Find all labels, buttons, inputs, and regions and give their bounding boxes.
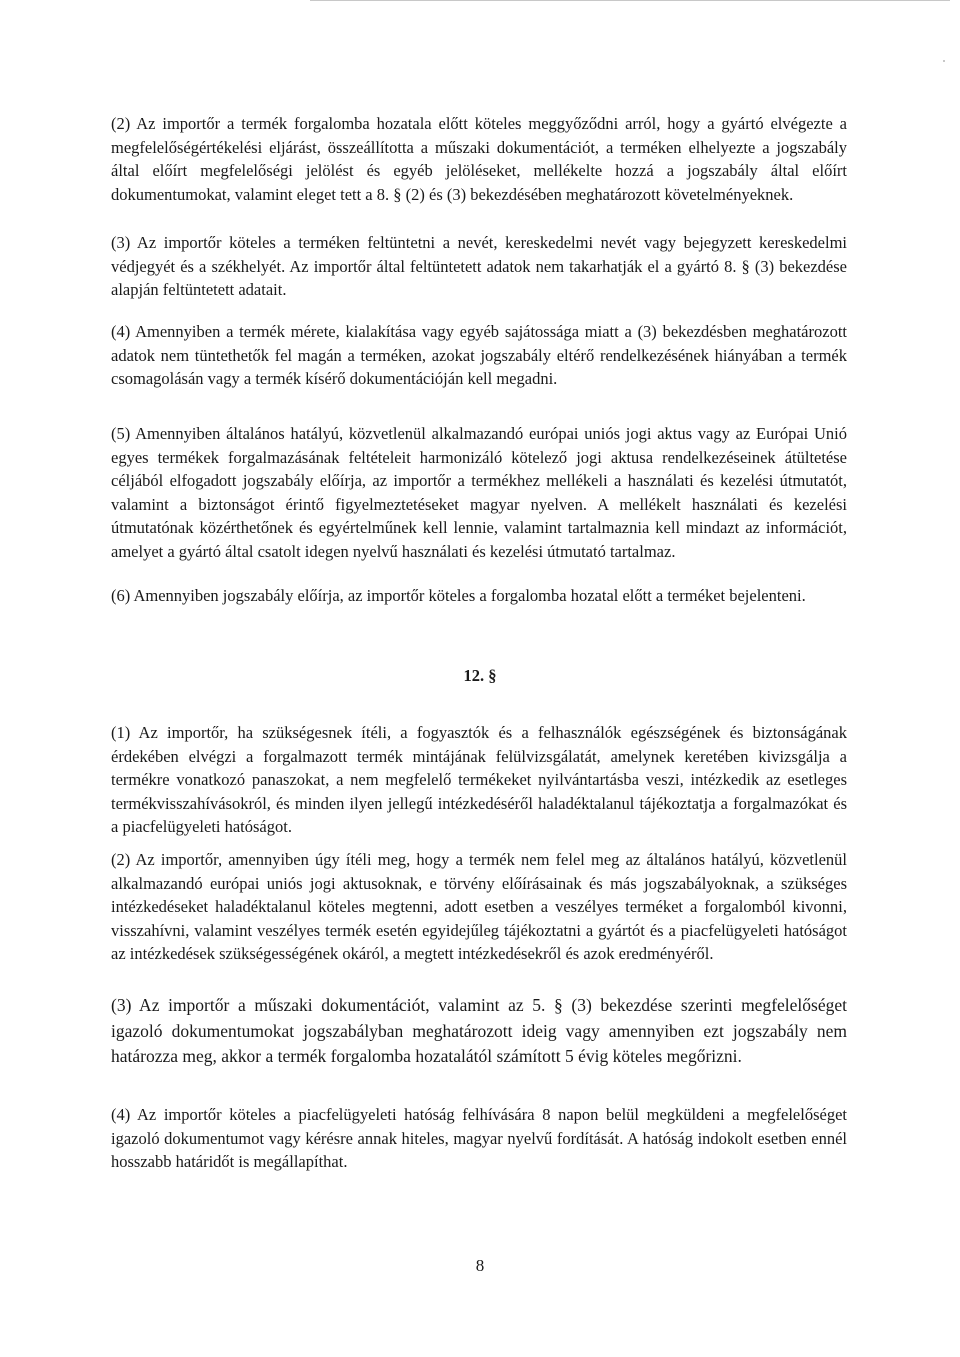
paragraph-11-2: (2) Az importőr a termék forgalomba hozatala előtt köteles meggyőződni arról, hogy a gyártó elvégezte a megfelelőségértékelési eljárást, összeállította a műszaki dokumentációt, a terméken elhelyezte a jogszabály által előírt megfelelőségi jelölést és egyéb jelöléseket, mellékelte hozzá a jogszabály által előírt dokumentumokat, valamint eleget tett a 8. § (2) és (3) bekezdésében meghatározott követelményeknek. [111,114,847,204]
paragraph-11-4: (4) Amennyiben a termék mérete, kialakítása vagy egyéb sajátossága miatt a (3) bekezdésben meghatározott adatok nem tüntethetők fel magán a terméken, azokat jogszabály eltérő rendelkezésének hiányában a termék csomagolásán vagy a termék kísérő dokumentációján kell megadni. [111,322,847,389]
paragraph-12-3: (3) Az importőr a műszaki dokumentációt, valamint az 5. § (3) bekezdése szerinti megfelelőséget igazoló dokumentumokat jogszabályban meghatározott ideig vagy amennyiben ezt jogszabály nem határozza meg, akkor a termék forgalomba hozatalától számított 5 évig köteles megőrizni. [111,995,847,1066]
paragraph-12-1: (1) Az importőr, ha szükségesnek ítéli, a fogyasztók és a felhasználók egészségének és biztonságának érdekében elvégzi a forgalmazott termék mintájának felülvizsgálatát, amelynek keretében kivizsgálja a termékre vonatkozó panaszokat, a nem megfelelő termékeket nyilvántartásba veszi, intézkedik az esetleges termékvisszahívásokról, és minden ilyen jellegű intézkedéséről haladéktalanul tájékoztatja a forgalmazókat és a piacfelügyeleti hatóságot. [111,723,847,837]
paragraph-11-5: (5) Amennyiben általános hatályú, közvetlenül alkalmazandó európai uniós jogi aktus vagy az Európai Unió egyes termékek forgalmazásának feltételeit harmonizáló kötelező jogi aktusa rendelkezéseinek átültetése céljából elfogadott jogszabály előírja, az importőr a termékhez mellékeli a használati és kezelési útmutatót, valamint a biztonságot érintő figyelmeztetéseket magyar nyelven. A mellékelt használati és kezelési útmutatónak közérthetőnek és egyértelműnek kell lennie, valamint tartalmaznia kell mindazt az információt, amelyet a gyártó által csatolt idegen nyelvű használati és kezelési útmutató tartalmaz. [111,424,847,561]
section-heading: 12. § [463,666,497,685]
scan-artifact-right [943,60,945,62]
scan-artifact-top [310,0,950,1]
paragraph-12-2: (2) Az importőr, amennyiben úgy ítéli meg, hogy a termék nem felel meg az általános hatályú, közvetlenül alkalmazandó európai uniós jogi aktusoknak, e törvény előírásainak és más jogszabályoknak, a szükséges intézkedéseket haladéktalanul köteles megtenni, adott esetben a veszélyes terméket a forgalomból kivonni, visszahívni, valamint veszélyes termék esetén egyidejűleg tájékoztatni a gyártót és a piacfelügyeleti hatóságot az intézkedések szükségességének okáról, a megtett intézkedésekről és azok eredményéről. [111,850,847,964]
paragraph-11-6: (6) Amennyiben jogszabály előírja, az importőr köteles a forgalomba hozatal előtt a terméket bejelenteni. [111,586,806,605]
page-number: 8 [475,1256,485,1275]
paragraph-12-4: (4) Az importőr köteles a piacfelügyeleti hatóság felhívására 8 napon belül megküldeni a megfelelőséget igazoló dokumentumot vagy kérésre annak hiteles, magyar nyelvű fordítását. A hatóság indokolt esetben ennél hosszabb határidőt is megállapíthat. [111,1105,847,1172]
paragraph-11-3: (3) Az importőr köteles a terméken feltüntetni a nevét, kereskedelmi nevét vagy bejegyzett kereskedelmi védjegyét és a székhelyét. Az importőr által feltüntetett adatok nem takarhatják el a gyártó 8. § (3) bekezdése alapján feltüntetett adatait. [111,233,847,300]
